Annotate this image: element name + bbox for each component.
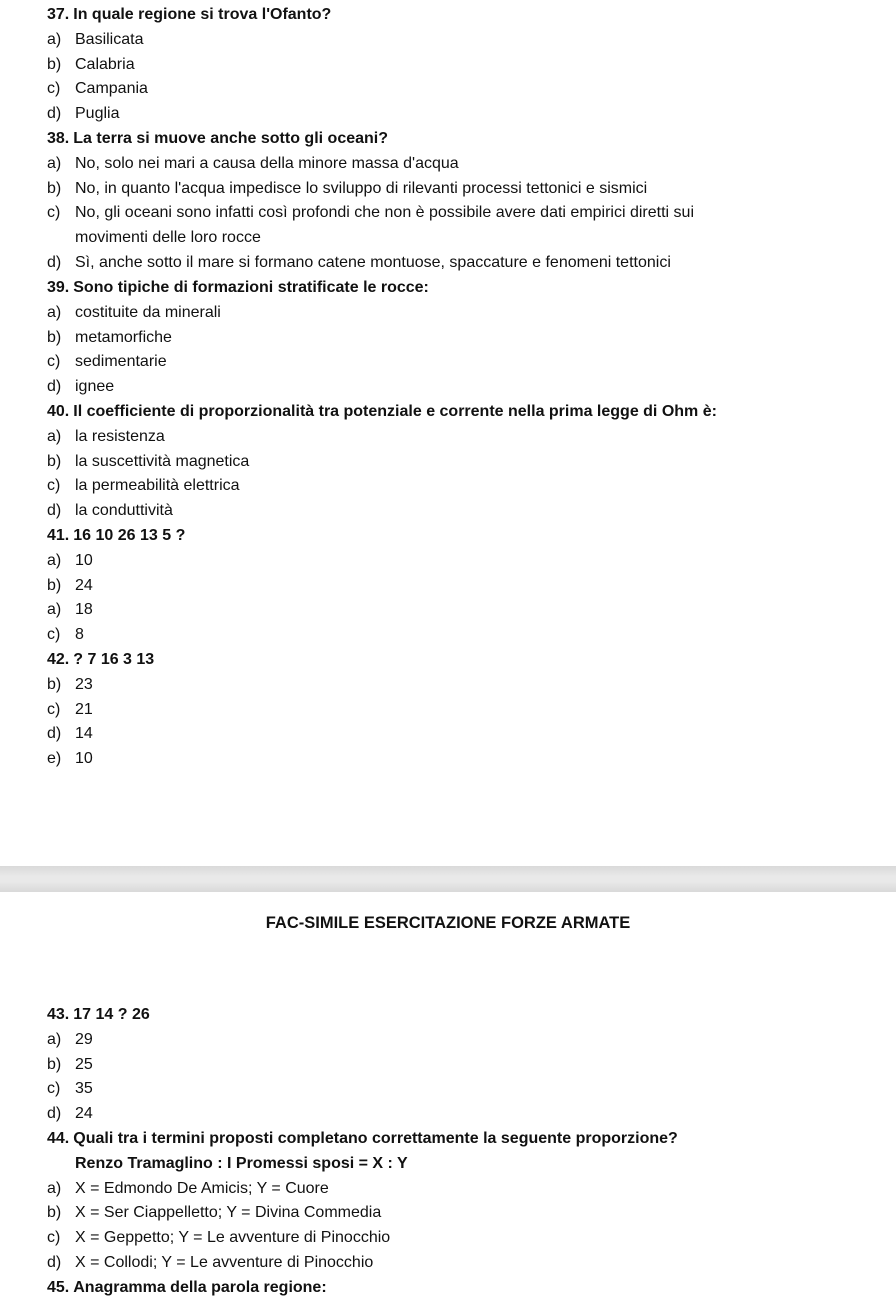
option-text: 23 [75,675,93,693]
option-text: 14 [75,725,93,743]
option-text: Basilicata [75,30,144,48]
question-number: 42. [47,651,70,668]
page-separator [0,866,896,892]
answer-option [0,1201,896,1226]
answer-option [0,1102,896,1127]
option-text: No, gli oceani sono infatti così profondi che non è possibile avere dati empirici diretti sui [75,204,694,222]
question-text: La terra si muove anche sotto gli oceani? [73,130,388,147]
document-page-2 [0,892,896,1296]
question-text: In quale regione si trova l'Ofanto? [73,6,332,23]
option-letter: a) [47,1030,62,1048]
answer-option [0,1028,896,1053]
question-45 [0,1276,896,1301]
question-37 [0,3,896,127]
option-text: 25 [75,1055,93,1073]
answer-option [0,1251,896,1276]
option-letter: c) [47,700,61,718]
option-text: la suscettività magnetica [75,452,250,470]
option-letter: b) [47,576,62,594]
question-text: Anagramma della parola regione: [73,1279,327,1296]
option-letter: c) [47,80,61,98]
option-text: 21 [75,700,93,718]
option-text: 24 [75,576,93,594]
answer-option [0,549,896,574]
option-text: Sì, anche sotto il mare si formano catene montuose, spaccature e fenomeni tettonici [75,253,671,271]
question-text: 17 14 ? 26 [73,1006,150,1023]
answer-option [0,326,896,351]
option-letter: d) [47,725,62,743]
answer-option [0,722,896,747]
option-letter: b) [47,452,62,470]
question-number: 44. [47,1130,70,1147]
answer-option [0,1226,896,1251]
page-header-title: FAC-SIMILE ESERCITAZIONE FORZE ARMATE [265,914,631,932]
option-text: metamorfiche [75,328,172,346]
question-text: Sono tipiche di formazioni stratificate le rocce: [73,279,429,296]
option-letter: b) [47,55,62,73]
question-number: 45. [47,1279,70,1296]
answer-option [0,450,896,475]
question-38 [0,127,896,276]
option-letter: b) [47,328,62,346]
answer-option [0,102,896,127]
option-letter: e) [47,750,62,768]
option-text: 18 [75,601,93,619]
question-title [0,648,896,673]
answer-option [0,1077,896,1102]
question-text: ? 7 16 3 13 [73,651,155,668]
question-number: 38. [47,130,70,147]
option-letter: c) [47,353,61,371]
option-letter: a) [47,551,62,569]
question-number: 41. [47,527,70,544]
question-title [0,3,896,28]
option-letter: a) [47,303,62,321]
question-number: 43. [47,1006,70,1023]
option-letter: a) [47,427,62,445]
answer-option [0,623,896,648]
question-44 [0,1127,896,1276]
option-text: 29 [75,1030,93,1048]
option-text: la permeabilità elettrica [75,477,240,495]
option-text: X = Geppetto; Y = Le avventure di Pinocchio [75,1229,391,1247]
option-letter: a) [47,30,62,48]
answer-option [0,499,896,524]
question-title [0,127,896,152]
option-text: 8 [75,626,84,644]
question-title [0,1127,896,1152]
option-letter: c) [47,1080,61,1098]
option-letter: b) [47,675,62,693]
option-text: costituite da minerali [75,303,221,321]
option-letter: d) [47,105,62,123]
option-text: Calabria [75,55,135,73]
answer-option [0,201,896,226]
option-letter: c) [47,477,61,495]
option-continuation: movimenti delle loro rocce [75,229,261,247]
option-letter: d) [47,1253,62,1271]
answer-option [0,698,896,723]
option-text: la conduttività [75,502,173,520]
answer-option [0,77,896,102]
answer-option [0,425,896,450]
answer-option [0,28,896,53]
option-text: 10 [75,750,93,768]
answer-option [0,474,896,499]
answer-option [0,177,896,202]
question-42 [0,648,896,772]
option-text: Puglia [75,105,120,123]
option-letter: a) [47,601,62,619]
answer-option [0,375,896,400]
answer-option [0,350,896,375]
option-text: 10 [75,551,93,569]
option-letter: c) [47,1229,61,1247]
option-text: 35 [75,1080,93,1098]
option-letter: c) [47,204,61,222]
answer-option [0,1177,896,1202]
question-number: 39. [47,279,70,296]
question-number: 40. [47,403,70,420]
option-letter: d) [47,253,62,271]
option-letter: a) [47,1179,62,1197]
question-title [0,524,896,549]
question-39 [0,276,896,400]
option-letter: c) [47,626,61,644]
question-43 [0,1003,896,1127]
option-text: ignee [75,378,115,396]
option-text: Campania [75,80,148,98]
option-text: la resistenza [75,427,165,445]
question-title [0,1276,896,1301]
option-letter: a) [47,154,62,172]
question-text: 16 10 26 13 5 ? [73,527,186,544]
option-text: 24 [75,1105,93,1123]
question-title [0,1003,896,1028]
question-title [0,276,896,301]
option-letter: d) [47,1105,62,1123]
answer-option [0,747,896,772]
option-letter: d) [47,378,62,396]
option-letter: b) [47,1055,62,1073]
option-letter: b) [47,1204,62,1222]
answer-option [0,152,896,177]
option-letter: b) [47,179,62,197]
answer-option [0,673,896,698]
answer-option [0,53,896,78]
question-text: Il coefficiente di proporzionalità tra potenziale e corrente nella prima legge di Ohm è: [73,403,717,420]
question-40 [0,400,896,524]
answer-option [0,598,896,623]
option-text: X = Collodi; Y = Le avventure di Pinocchio [75,1253,374,1271]
option-text: X = Ser Ciappelletto; Y = Divina Commedia [75,1204,382,1222]
option-text: No, in quanto l'acqua impedisce lo sviluppo di rilevanti processi tettonici e sismici [75,179,648,197]
option-letter: d) [47,502,62,520]
question-title [0,400,896,425]
option-text: X = Edmondo De Amicis; Y = Cuore [75,1179,329,1197]
question-41 [0,524,896,648]
answer-option [0,301,896,326]
answer-option [0,1053,896,1078]
question-number: 37. [47,6,70,23]
option-text: sedimentarie [75,353,167,371]
question-subtitle: Renzo Tramaglino : I Promessi sposi = X : Y [75,1154,408,1172]
option-text: No, solo nei mari a causa della minore massa d'acqua [75,154,459,172]
answer-option [0,574,896,599]
question-text: Quali tra i termini proposti completano correttamente la seguente proporzione? [73,1130,678,1147]
answer-option [0,251,896,276]
